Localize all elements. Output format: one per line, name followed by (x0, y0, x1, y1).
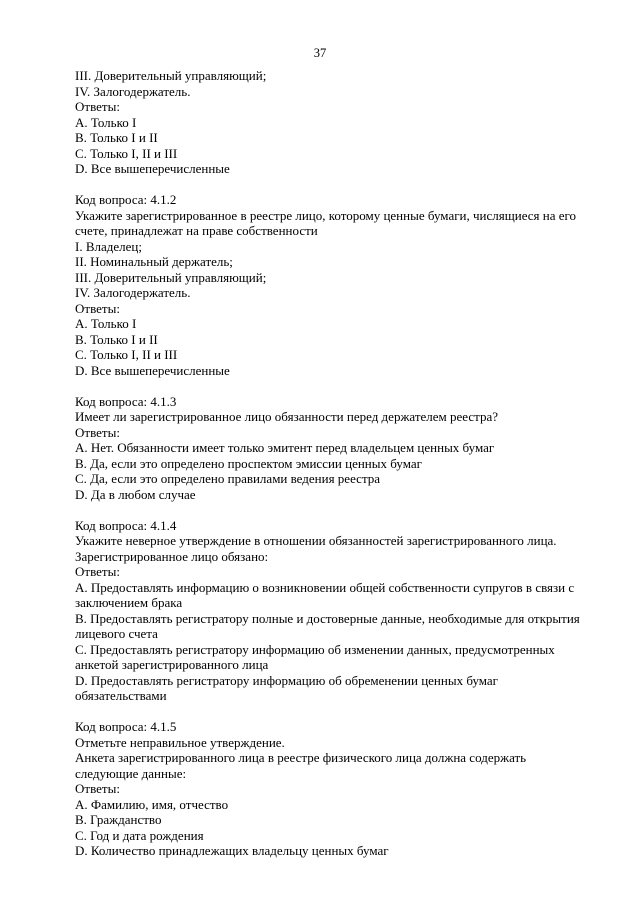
text-line: A. Нет. Обязанности имеет только эмитент перед владельцем ценных бумаг (75, 440, 495, 455)
text-line: D. Да в любом случае (75, 486, 196, 502)
question-block (75, 735, 595, 859)
text-line: B. Только I и II (75, 130, 158, 145)
text-line: C. Только I, II и III (75, 145, 178, 161)
text-line: анкетой зарегистрированного лица (75, 657, 269, 672)
question-block (75, 533, 595, 704)
text-line: B. Только I и II (75, 331, 158, 347)
text-line: A. Только I (75, 316, 137, 331)
text-line: заключением брака (75, 595, 183, 610)
text-line: A. Фамилию, имя, отчество (75, 796, 229, 812)
question-block (75, 409, 595, 502)
text-line: B. Да, если это определено проспектом эмиссии ценных бумаг (75, 455, 422, 471)
text-line: A. Предоставлять информацию о возникновении общей собственности супругов в связи с (75, 579, 575, 595)
text-line: I. Владелец; (75, 238, 142, 254)
text-line: следующие данные: (75, 765, 187, 781)
text-line: Ответы: (75, 99, 120, 114)
text-line: обязательствами (75, 688, 167, 703)
text-line: C. Предоставлять регистратору информацию об изменении данных, предусмотренных (75, 641, 555, 657)
text-line: III. Доверительный управляющий; (75, 269, 267, 285)
question-block (75, 208, 595, 379)
text-line: лицевого счета (75, 626, 158, 641)
text-line: Имеет ли зарегистрированное лицо обязанности перед держателем реестра? (75, 409, 499, 424)
text-line: D. Все вышеперечисленные (75, 362, 230, 378)
page-number: 37 (313, 46, 327, 60)
text-line: II. Номинальный держатель; (75, 254, 233, 269)
intro-block (75, 68, 595, 177)
text-line: Ответы: (75, 781, 120, 796)
question-code: Код вопроса: 4.1.4 (75, 517, 177, 533)
question-code: Код вопроса: 4.1.3 (75, 393, 177, 409)
text-line: B. Гражданство (75, 812, 162, 827)
question-code: Код вопроса: 4.1.5 (75, 719, 177, 734)
text-line: Зарегистрированное лицо обязано: (75, 548, 269, 564)
text-line: IV. Залогодержатель. (75, 83, 191, 99)
text-line: Ответы: (75, 300, 120, 316)
text-line: D. Количество принадлежащих владельцу ценных бумаг (75, 843, 389, 858)
text-line: B. Предоставлять регистратору полные и достоверные данные, необходимые для открытия (75, 610, 580, 626)
text-line: Укажите неверное утверждение в отношении обязанностей зарегистрированного лица. (75, 533, 557, 548)
text-line: C. Год и дата рождения (75, 827, 204, 843)
text-line: Ответы: (75, 424, 120, 440)
text-line: Ответы: (75, 564, 120, 579)
text-line: D. Все вышеперечисленные (75, 161, 230, 176)
text-line: IV. Залогодержатель. (75, 285, 191, 300)
text-line: III. Доверительный управляющий; (75, 68, 267, 83)
text-line: C. Только I, II и III (75, 347, 178, 362)
text-line: Отметьте неправильное утверждение. (75, 734, 285, 750)
text-line: C. Да, если это определено правилами ведения реестра (75, 471, 381, 486)
text-line: Анкета зарегистрированного лица в реестре физического лица должна содержать (75, 750, 527, 765)
text-line: счете, принадлежат на праве собственности (75, 223, 318, 238)
page-content (75, 68, 595, 859)
text-line: A. Только I (75, 114, 137, 130)
question-code: Код вопроса: 4.1.2 (75, 192, 177, 207)
text-line: Укажите зарегистрированное в реестре лицо, которому ценные бумаги, числящиеся на его (75, 207, 577, 223)
text-line: D. Предоставлять регистратору информацию об обременении ценных бумаг (75, 672, 499, 688)
